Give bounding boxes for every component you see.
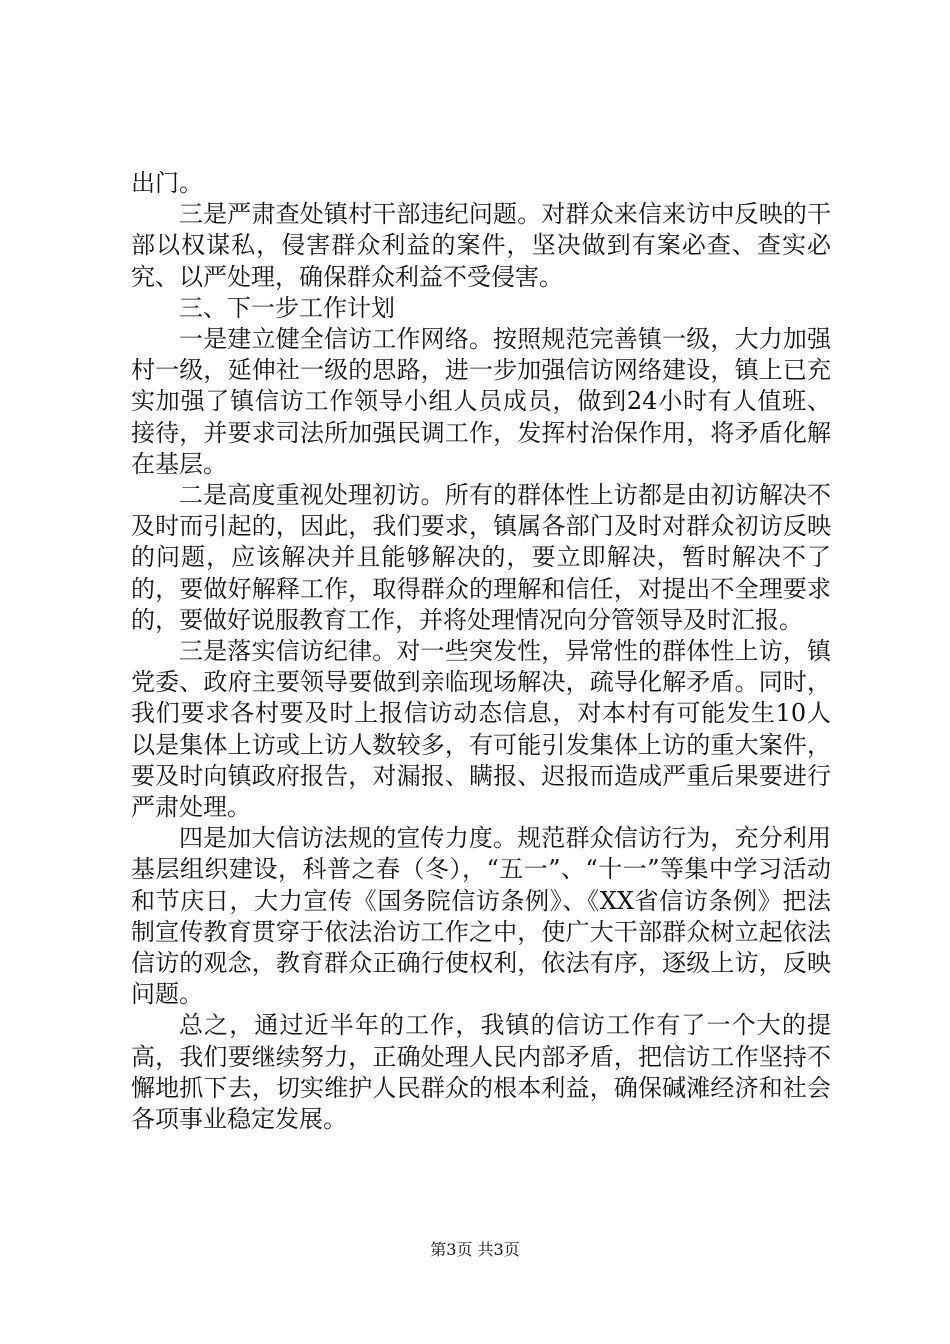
paragraph-initial-petitions: 二是高度重视处理初访。所有的群体性上访都是由初访解决不及时而引起的，因此，我们要求，镇属各部门及时对群众初访反映的问题，应该解决并且能够解决的，要立即解决，暂时解决不了的，要做好解释工作，取得群众的理解和信任，对提出不全理要求的，要做好说服教育工作，并将处理情况向分管领导及时汇报。	[131, 481, 831, 634]
page-footer	[0, 1240, 950, 1260]
page-number: 第3页 共3页	[430, 1240, 520, 1259]
paragraph-conclusion: 总之，通过近半年的工作，我镇的信访工作有了一个大的提高，我们要继续努力，正确处理人民内部矛盾，把信访工作坚持不懈地抓下去，切实维护人民群众的根本利益，确保碱滩经济和社会各项事业稳定发展。	[131, 1011, 831, 1134]
paragraph-continuation: 出门。	[131, 169, 203, 197]
paragraph-petition-network: 一是建立健全信访工作网络。按照规范完善镇一级，大力加强村一级，延伸社一级的思路，进一步加强信访网络建设，镇上已充实加强了镇信访工作领导小组人员成员，做到24小时有人值班、接待，并要求司法所加强民调工作，发挥村治保作用，将矛盾化解在基层。	[131, 325, 831, 478]
paragraph-petition-discipline: 三是落实信访纪律。对一些突发性，异常性的群体性上访，镇党委、政府主要领导要做到亲临现场解决，疏导化解矛盾。同时，我们要求各村要及时上报信访动态信息，对本村有可能发生10人以是集体上访或上访人数较多，有可能引发集体上访的重大案件，要及时向镇政府报告，对漏报、瞒报、迟报而造成严重后果要进行严肃处理。	[131, 637, 831, 822]
paragraph-discipline-investigation: 三是严肃查处镇村干部违纪问题。对群众来信来访中反映的干部以权谋私，侵害群众利益的案件，坚决做到有案必查、查实必究、以严处理，确保群众利益不受侵害。	[131, 200, 831, 291]
paragraph-regulation-publicity: 四是加大信访法规的宣传力度。规范群众信访行为，充分利用基层组织建设，科普之春（冬），“五一”、“十一”等集中学习活动和节庆日，大力宣传《国务院信访条例》、《XX省信访条例》把法制宣传教育贯穿于依法治访工作之中，使广大干部群众树立起依法信访的观念，教育群众正确行使权利，依法有序，逐级上访，反映问题。	[131, 824, 831, 1009]
section-heading-next-steps: 三、下一步工作计划	[179, 293, 395, 322]
document-body	[131, 168, 831, 1135]
